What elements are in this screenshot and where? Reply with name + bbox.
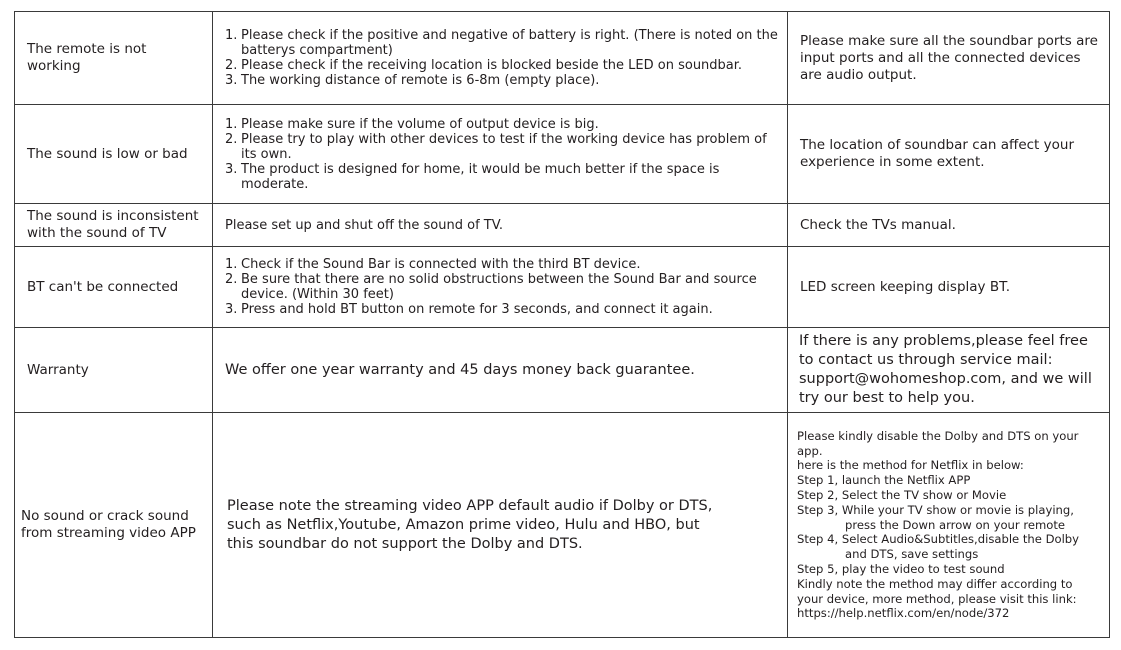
solution-cell xyxy=(213,105,788,204)
troubleshooting-table xyxy=(14,11,1110,638)
solution-cell xyxy=(213,12,788,105)
note-line: Kindly note the method may differ according to xyxy=(797,576,1073,591)
note-line: press the Down arrow on your remote xyxy=(845,517,1066,532)
solution-steps xyxy=(225,28,779,88)
problem-cell: BT can't be connected xyxy=(15,247,213,328)
solution-cell xyxy=(213,413,788,638)
step-item: Please check if the positive and negative of battery is right. (There is noted on the batterys compartment) xyxy=(241,28,778,58)
note-line: Step 3, While your TV show or movie is playing, xyxy=(797,502,1074,517)
note-line: Step 1, launch the Netflix APP xyxy=(797,473,971,488)
problem-cell: The remote is not working xyxy=(15,12,213,105)
problem-cell: Warranty xyxy=(15,328,213,413)
solution-cell xyxy=(213,204,788,247)
step-item: Please check if the receiving location is blocked beside the LED on soundbar. xyxy=(241,58,743,73)
note-line: https://help.netflix.com/en/node/372 xyxy=(797,606,1010,621)
note-cell: Please make sure all the soundbar ports are input ports and all the connected devices are audio output. xyxy=(788,12,1110,105)
note-cell xyxy=(788,413,1110,638)
table-row xyxy=(15,413,1110,638)
table-row xyxy=(15,204,1110,247)
table-row xyxy=(15,247,1110,328)
solution-cell xyxy=(213,328,788,413)
solution-text: Please note the streaming video APP default audio if Dolby or DTS, such as Netflix,Youtube, Amazon prime video, Hulu and HBO, but this soundbar do not support the Dolby and DTS. xyxy=(227,497,713,552)
note-line: your device, more method, please visit this link: xyxy=(797,591,1077,606)
solution-text: Please set up and shut off the sound of TV. xyxy=(225,217,504,233)
note-cell: LED screen keeping display BT. xyxy=(788,247,1110,328)
solution-text: We offer one year warranty and 45 days money back guarantee. xyxy=(225,361,695,378)
step-item: Be sure that there are no solid obstructions between the Sound Bar and source device. (Within 30 feet) xyxy=(241,272,757,302)
note-line: here is the method for Netflix in below: xyxy=(797,458,1024,473)
note-line: and DTS, save settings xyxy=(845,547,979,562)
step-item: Press and hold BT button on remote for 3 seconds, and connect it again. xyxy=(241,302,713,317)
step-item: Please make sure if the volume of output device is big. xyxy=(241,116,599,132)
note-cell: The location of soundbar can affect your experience in some extent. xyxy=(788,105,1110,204)
step-item: The product is designed for home, it would be much better if the space is moderate. xyxy=(241,161,720,192)
step-item: Check if the Sound Bar is connected with the third BT device. xyxy=(241,257,641,272)
problem-cell: No sound or crack sound from streaming video APP xyxy=(15,413,213,638)
note-line: Step 2, Select the TV show or Movie xyxy=(797,488,1007,502)
table-row xyxy=(15,12,1110,105)
problem-cell: The sound is low or bad xyxy=(15,105,213,204)
note-line: Step 4, Select Audio&Subtitles,disable the Dolby xyxy=(797,532,1080,547)
table-row xyxy=(15,328,1110,413)
table-row xyxy=(15,105,1110,204)
note-line: Please kindly disable the Dolby and DTS on your app. xyxy=(797,428,1079,458)
step-item: Please try to play with other devices to test if the working device has problem of its own. xyxy=(241,131,767,162)
solution-steps xyxy=(225,257,779,317)
note-cell: If there is any problems,please feel free to contact us through service mail: support@wohomeshop.com, and we will try our best to help you. xyxy=(788,328,1110,413)
note-line: Step 5, play the video to test sound xyxy=(797,561,1005,576)
step-item: The working distance of remote is 6-8m (empty place). xyxy=(241,73,600,88)
solution-steps xyxy=(225,117,779,192)
problem-cell: The sound is inconsistent with the sound of TV xyxy=(15,204,213,247)
note-cell: Check the TVs manual. xyxy=(788,204,1110,247)
solution-cell xyxy=(213,247,788,328)
